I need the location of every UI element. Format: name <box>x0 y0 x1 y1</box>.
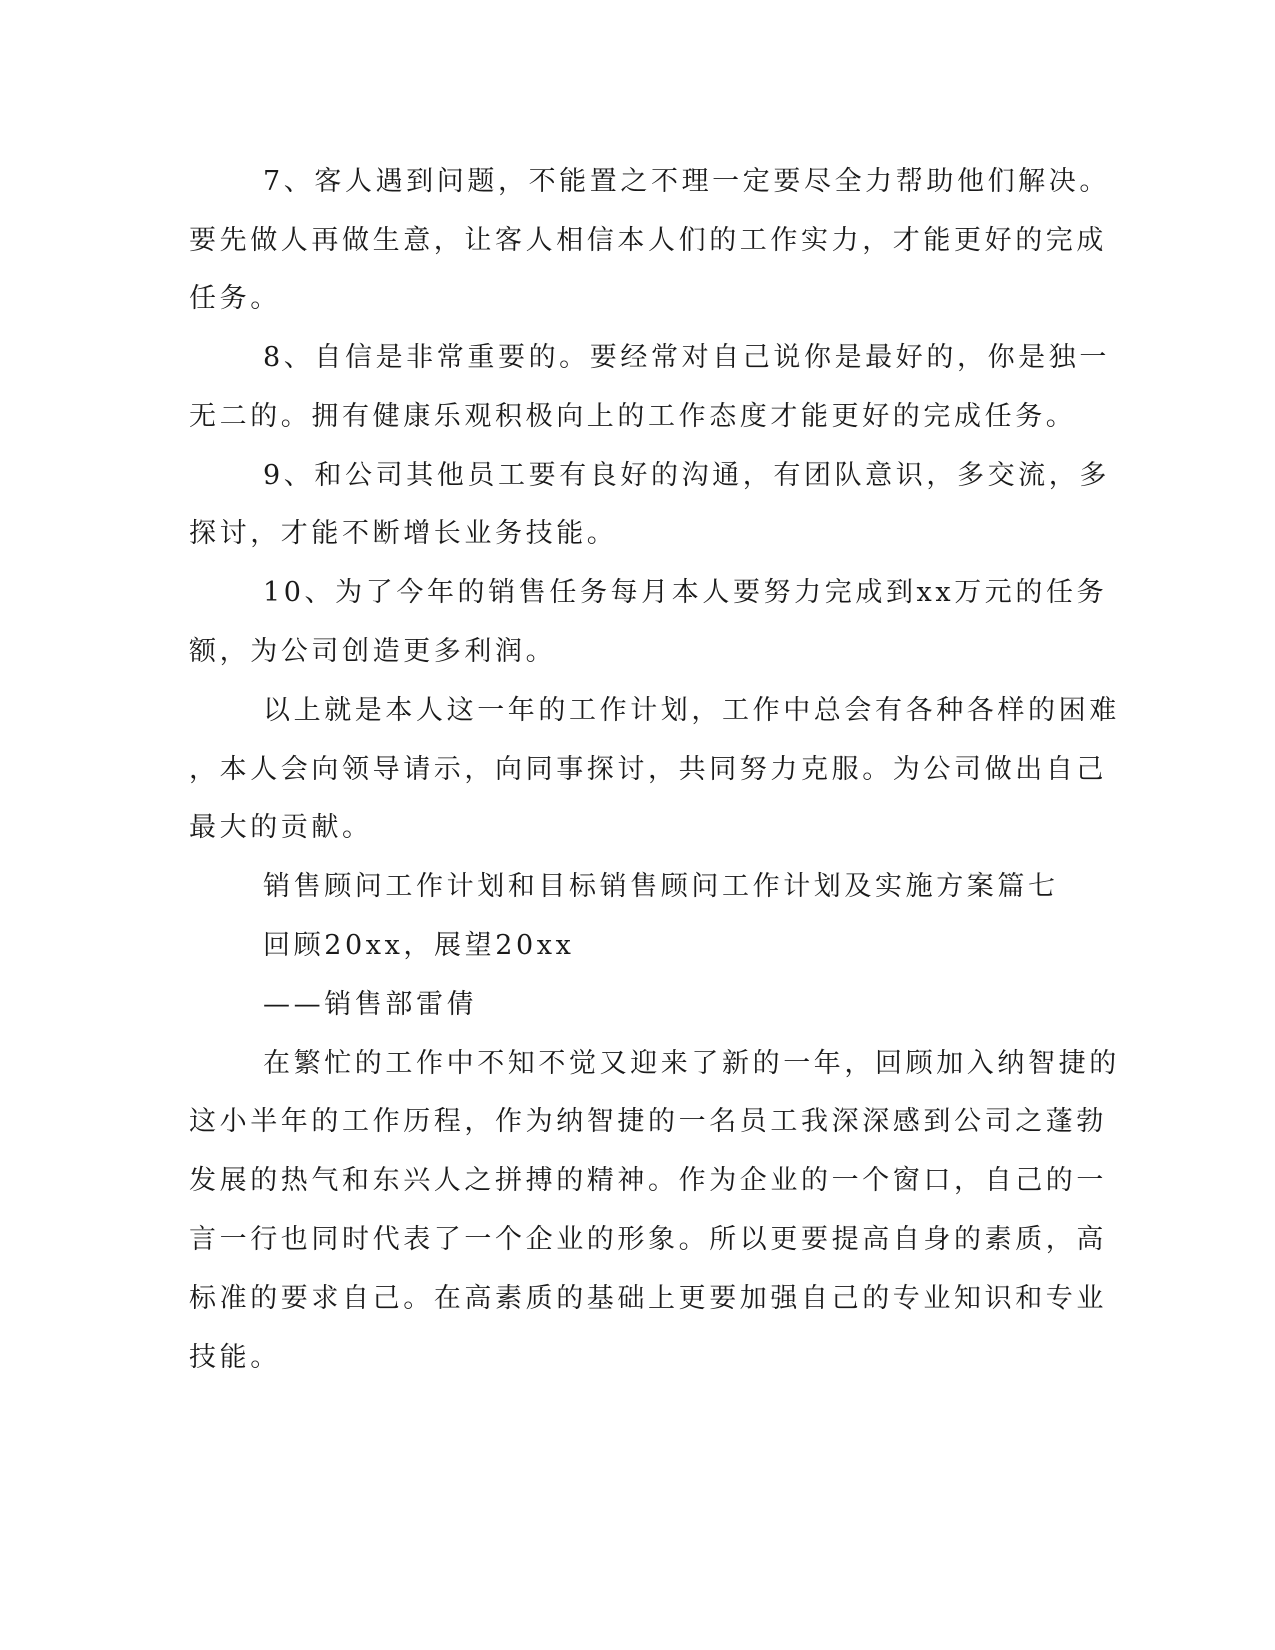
paragraph-8-line-1: 8、自信是非常重要的。要经常对自己说你是最好的，你是独一 <box>263 342 1110 373</box>
section-heading: 销售顾问工作计划和目标销售顾问工作计划及实施方案篇七 <box>263 871 1059 902</box>
body-paragraph-line-4: 言一行也同时代表了一个企业的形象。所以更要提高自身的素质，高 <box>189 1224 1107 1255</box>
body-paragraph-line-1: 在繁忙的工作中不知不觉又迎来了新的一年，回顾加入纳智捷的 <box>263 1048 1120 1079</box>
paragraph-9-line-1: 9、和公司其他员工要有良好的沟通，有团队意识，多交流，多 <box>263 460 1110 491</box>
paragraph-7-line-3: 任务。 <box>189 283 281 314</box>
paragraph-10-line-1: 10、为了今年的销售任务每月本人要努力完成到xx万元的任务 <box>263 577 1108 608</box>
section-subtitle: 回顾20xx，展望20xx <box>263 930 575 961</box>
paragraph-10-line-2: 额，为公司创造更多利润。 <box>189 636 557 667</box>
paragraph-8-line-2: 无二的。拥有健康乐观积极向上的工作态度才能更好的完成任务。 <box>189 401 1077 432</box>
paragraph-7-line-1: 7、客人遇到问题，不能置之不理一定要尽全力帮助他们解决。 <box>263 166 1110 197</box>
body-paragraph-line-6: 技能。 <box>189 1342 281 1373</box>
body-paragraph-line-3: 发展的热气和东兴人之拼搏的精神。作为企业的一个窗口，自己的一 <box>189 1165 1107 1196</box>
paragraph-7-line-2: 要先做人再做生意，让客人相信本人们的工作实力，才能更好的完成 <box>189 225 1107 256</box>
summary-line-1: 以上就是本人这一年的工作计划，工作中总会有各种各样的困难 <box>263 695 1120 726</box>
author-line: ——销售部雷倩 <box>263 989 478 1020</box>
summary-line-2: ，本人会向领导请示，向同事探讨，共同努力克服。为公司做出自己 <box>189 754 1107 785</box>
body-paragraph-line-5: 标准的要求自己。在高素质的基础上更要加强自己的专业知识和专业 <box>189 1283 1107 1314</box>
summary-line-3: 最大的贡献。 <box>189 812 373 843</box>
paragraph-9-line-2: 探讨，才能不断增长业务技能。 <box>189 518 618 549</box>
body-paragraph-line-2: 这小半年的工作历程，作为纳智捷的一名员工我深深感到公司之蓬勃 <box>189 1106 1107 1137</box>
